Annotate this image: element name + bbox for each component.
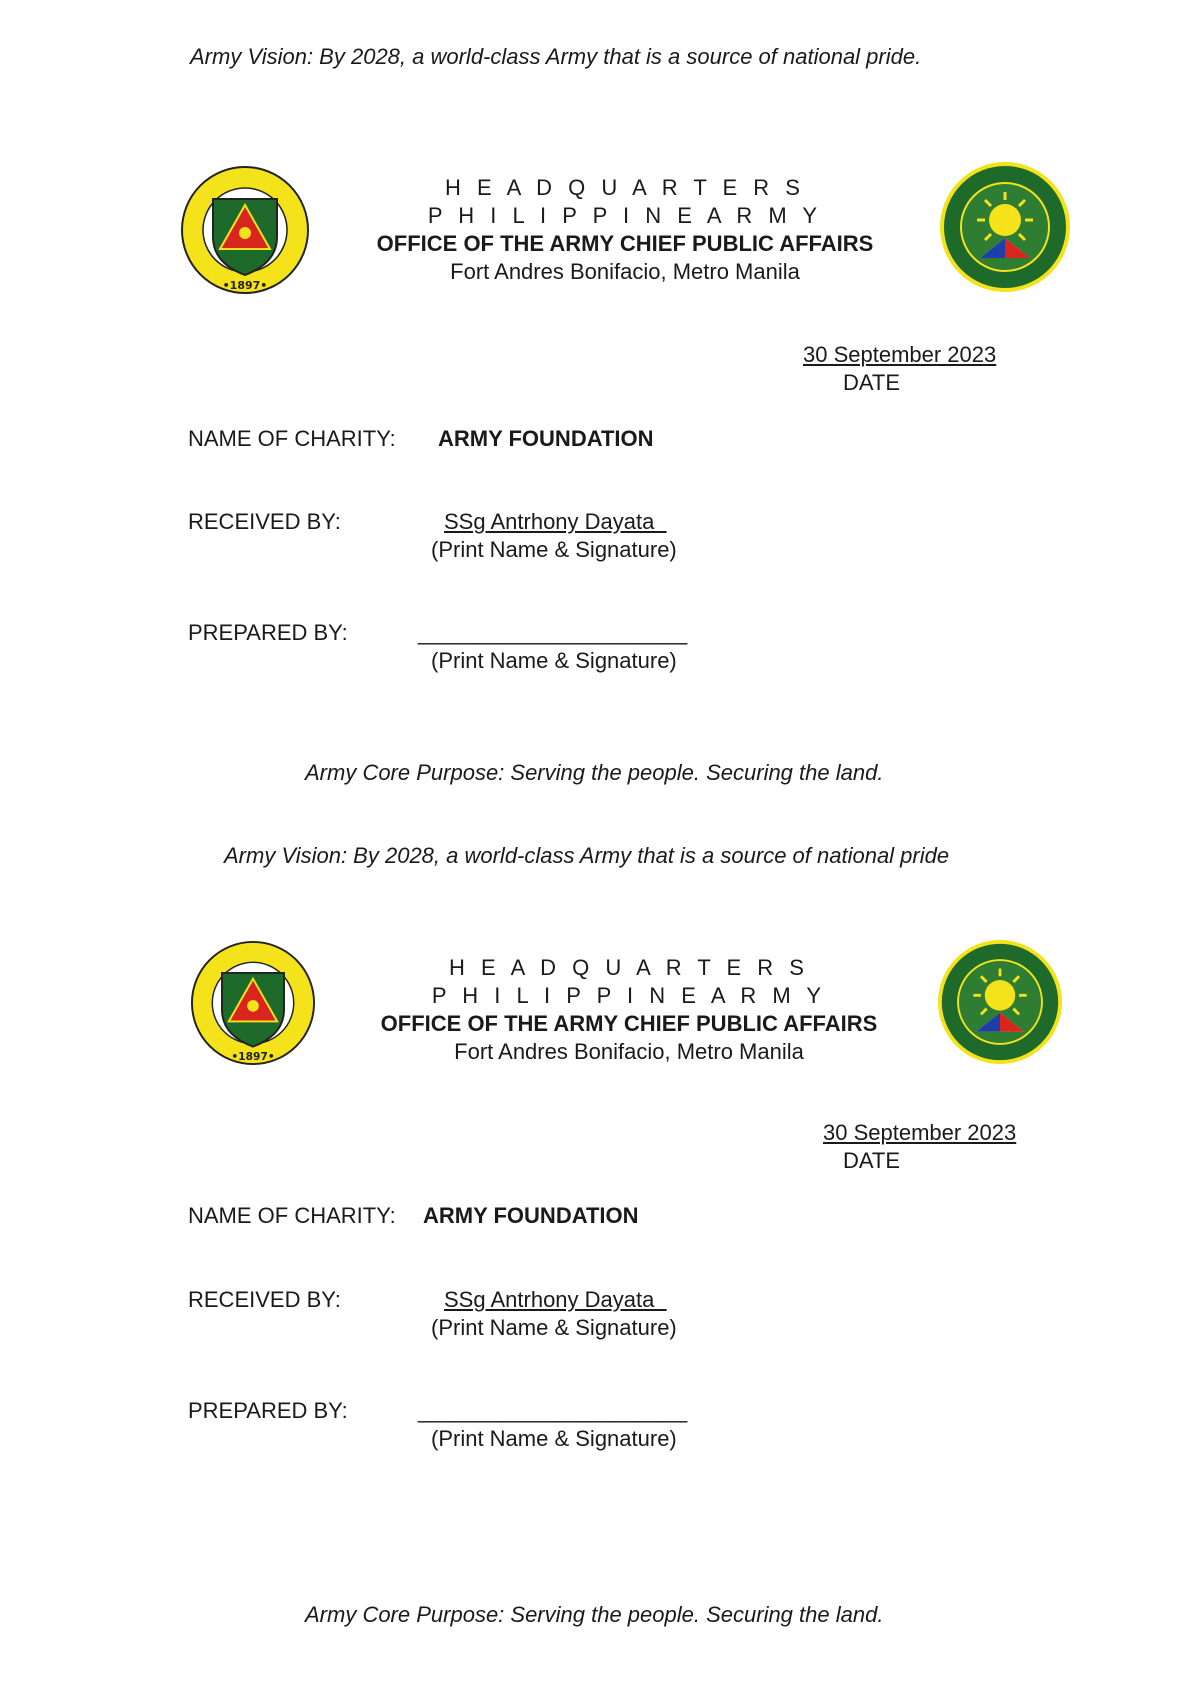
prepared-by-line: ______________________	[418, 620, 688, 645]
prepared-by-caption: (Print Name & Signature)	[431, 648, 677, 673]
header-line-headquarters: H E A D Q U A R T E R S	[449, 955, 809, 980]
received-by-name: SSg Antrhony Dayata	[444, 509, 667, 534]
svg-text:•1897•: •1897•	[231, 1050, 275, 1064]
header-line-army: P H I L I P P I N E A R M Y	[431, 983, 827, 1008]
date-value: 30 September 2023	[823, 1120, 1017, 1145]
core-purpose: Army Core Purpose: Serving the people. Securing the land.	[305, 760, 884, 785]
header-line-army: P H I L I P P I N E A R M Y	[427, 203, 823, 228]
svg-text:•1897•: •1897•	[222, 279, 268, 292]
received-by-caption: (Print Name & Signature)	[431, 1315, 677, 1340]
prepared-by-label: PREPARED BY:	[188, 1398, 348, 1423]
header-line-office: OFFICE OF THE ARMY CHIEF PUBLIC AFFAIRS	[376, 231, 874, 256]
charity-label: NAME OF CHARITY:	[188, 1203, 396, 1228]
prepared-by-label: PREPARED BY:	[188, 620, 348, 645]
header-line-headquarters: H E A D Q U A R T E R S	[445, 175, 805, 200]
header-line-office: OFFICE OF THE ARMY CHIEF PUBLIC AFFAIRS	[380, 1011, 878, 1036]
prepared-by-line: ______________________	[418, 1398, 688, 1423]
received-by-label: RECEIVED BY:	[188, 509, 341, 534]
received-by-name: SSg Antrhony Dayata	[444, 1287, 667, 1312]
date-label: DATE	[843, 1148, 901, 1173]
army-vision: Army Vision: By 2028, a world-class Army that is a source of national pride.	[190, 44, 922, 69]
charity-value: ARMY FOUNDATION	[438, 426, 654, 451]
ocpaa-seal-icon	[940, 162, 1070, 292]
army-vision: Army Vision: By 2028, a world-class Army that is a source of national pride	[224, 843, 950, 868]
received-by-caption: (Print Name & Signature)	[431, 537, 677, 562]
core-purpose: Army Core Purpose: Serving the people. Securing the land.	[305, 1602, 884, 1627]
date-label: DATE	[843, 370, 901, 395]
charity-label: NAME OF CHARITY:	[188, 426, 396, 451]
charity-value: ARMY FOUNDATION	[423, 1203, 639, 1228]
header-line-location: Fort Andres Bonifacio, Metro Manila	[450, 259, 800, 284]
header-line-location: Fort Andres Bonifacio, Metro Manila	[454, 1039, 804, 1064]
date-value: 30 September 2023	[803, 342, 997, 367]
prepared-by-caption: (Print Name & Signature)	[431, 1426, 677, 1451]
ocpaa-seal-icon	[938, 940, 1062, 1064]
received-by-label: RECEIVED BY:	[188, 1287, 341, 1312]
